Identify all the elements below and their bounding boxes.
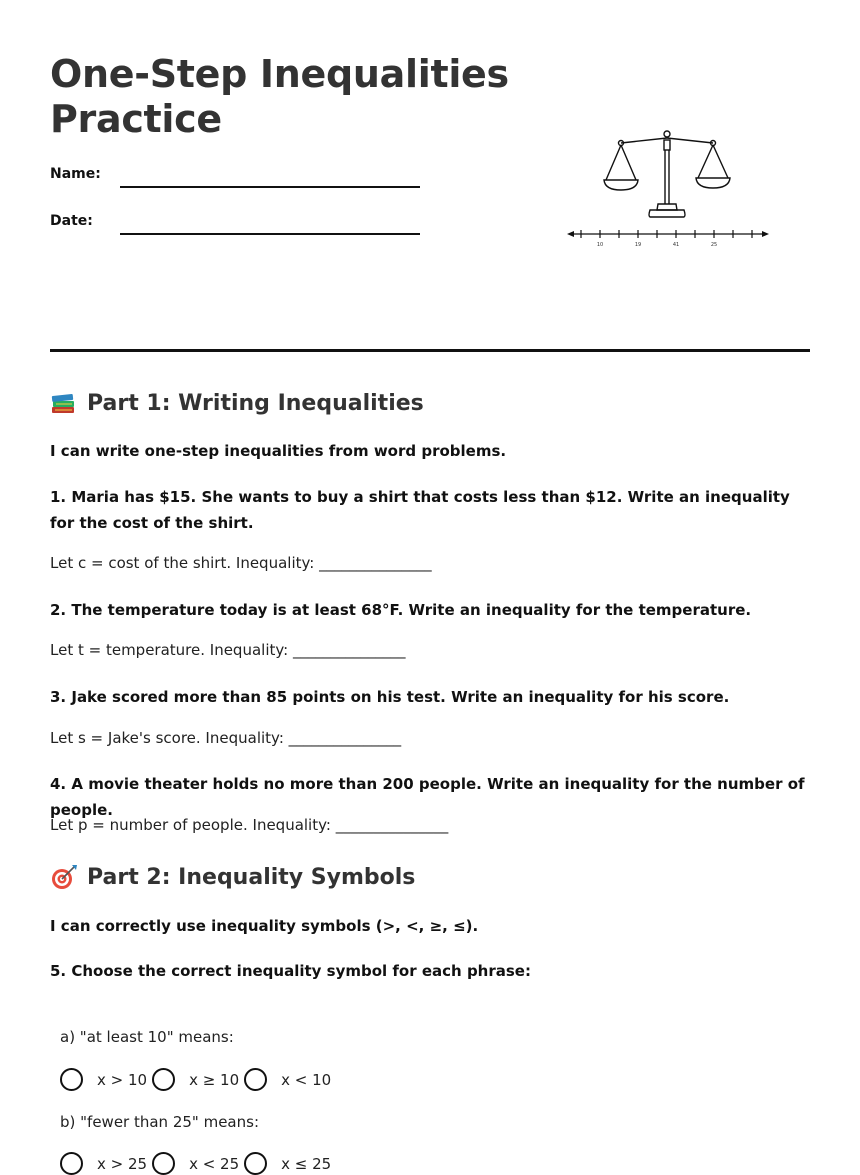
question-5-prompt: 5. Choose the correct inequality symbol for each phrase: <box>50 962 531 980</box>
part2-title: Part 2: Inequality Symbols <box>87 864 416 890</box>
target-icon <box>50 864 78 890</box>
books-icon <box>50 390 78 416</box>
option-choice[interactable] <box>244 1068 336 1091</box>
option-choice[interactable] <box>60 1152 152 1175</box>
question-5a-label: a) "at least 10" means: <box>60 1028 234 1046</box>
option-label: x > 10 <box>97 1070 148 1089</box>
part1-title: Part 1: Writing Inequalities <box>87 390 424 416</box>
radio-button[interactable] <box>60 1152 83 1175</box>
part1-heading <box>50 390 424 416</box>
question-5b-options <box>60 1152 336 1175</box>
radio-button[interactable] <box>152 1068 175 1091</box>
question-2-prompt: 2. The temperature today is at least 68°F. Write an inequality for the temperature. <box>50 601 752 619</box>
question-2-answer-line[interactable]: Let t = temperature. Inequality: _______________ <box>50 641 406 659</box>
date-label: Date: <box>50 213 93 229</box>
radio-button[interactable] <box>244 1068 267 1091</box>
worksheet-page <box>50 0 810 1173</box>
name-label: Name: <box>50 166 101 182</box>
number-line-icon <box>567 230 769 238</box>
part2-heading <box>50 864 415 890</box>
option-label: x > 25 <box>97 1154 148 1173</box>
name-blank-line[interactable] <box>120 186 420 188</box>
radio-button[interactable] <box>152 1152 175 1175</box>
question-4-prompt: 4. A movie theater holds no more than 200 people. Write an inequality for the number of people. <box>50 775 805 819</box>
number-line-label: 25 <box>710 242 718 248</box>
header-divider <box>50 349 810 352</box>
date-blank-line[interactable] <box>120 233 420 235</box>
question-1-answer-line[interactable]: Let c = cost of the shirt. Inequality: _______________ <box>50 554 432 572</box>
option-choice[interactable] <box>152 1152 244 1175</box>
option-choice[interactable] <box>244 1152 336 1175</box>
title-line-2: Practice <box>50 97 222 141</box>
question-4-answer-line[interactable]: Let p = number of people. Inequality: _______________ <box>50 816 449 834</box>
option-choice[interactable] <box>152 1068 244 1091</box>
option-label: x ≥ 10 <box>189 1070 240 1089</box>
question-5a-options <box>60 1068 336 1091</box>
title-line-1: One-Step Inequalities <box>50 52 509 96</box>
question-5b-label: b) "fewer than 25" means: <box>60 1113 259 1131</box>
number-line-label: 19 <box>634 242 642 248</box>
date-field[interactable] <box>50 213 420 253</box>
name-field[interactable] <box>50 166 420 206</box>
option-choice[interactable] <box>60 1068 152 1091</box>
option-label: x ≤ 25 <box>281 1154 332 1173</box>
radio-button[interactable] <box>60 1068 83 1091</box>
question-3-answer-line[interactable]: Let s = Jake's score. Inequality: _______________ <box>50 729 402 747</box>
question-3-prompt: 3. Jake scored more than 85 points on his test. Write an inequality for his score. <box>50 688 730 706</box>
part1-objective: I can write one-step inequalities from word problems. <box>50 442 507 460</box>
balance-scale-icon <box>604 131 730 217</box>
question-1-prompt: 1. Maria has $15. She wants to buy a shirt that costs less than $12. Write an inequality for the cost of the shirt. <box>50 488 790 532</box>
number-line-label: 10 <box>596 242 604 248</box>
option-label: x < 10 <box>281 1070 332 1089</box>
number-line-label: 41 <box>672 242 680 248</box>
radio-button[interactable] <box>244 1152 267 1175</box>
balance-scale-illustration <box>565 128 775 250</box>
option-label: x < 25 <box>189 1154 240 1173</box>
part2-objective: I can correctly use inequality symbols (>, <, ≥, ≤). <box>50 917 479 935</box>
page-title <box>50 52 530 142</box>
